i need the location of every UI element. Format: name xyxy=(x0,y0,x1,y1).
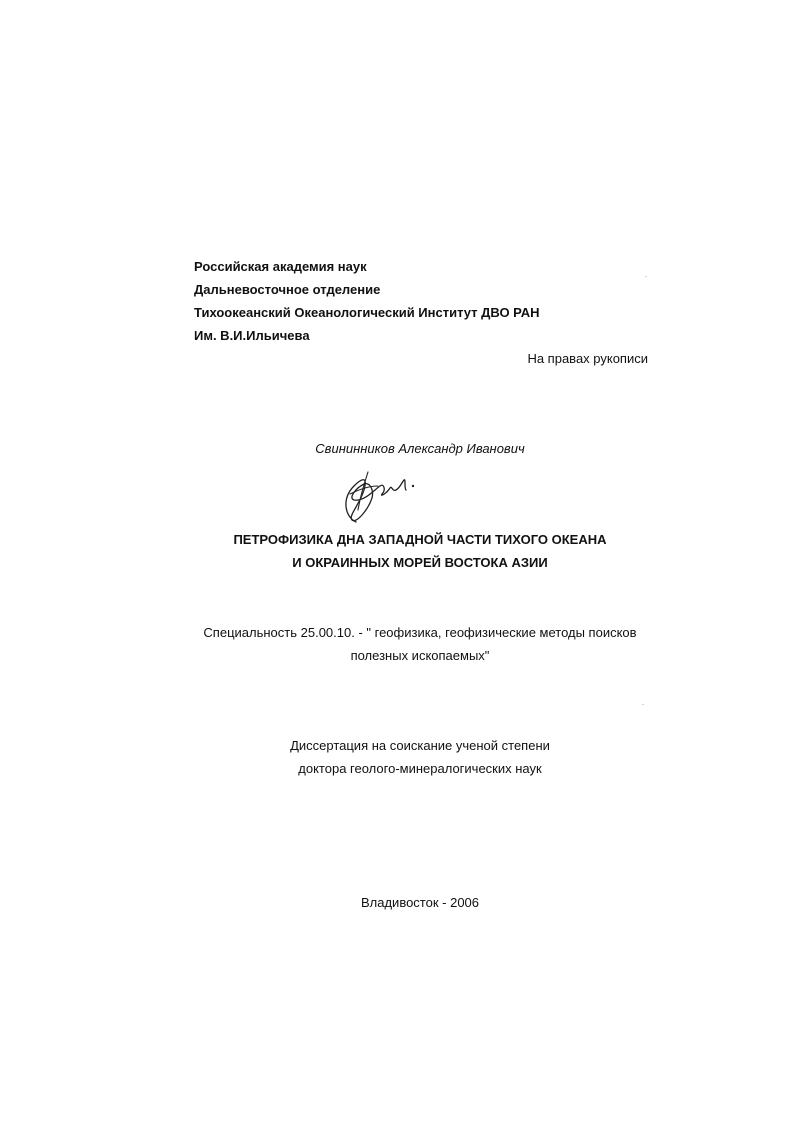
org-institute: Тихоокеанский Океанологический Институт ДВО РАН xyxy=(194,305,540,320)
scan-speck xyxy=(645,276,647,277)
dissertation-title-line-1: ПЕТРОФИЗИКА ДНА ЗАПАДНОЙ ЧАСТИ ТИХОГО ОКЕАНА xyxy=(233,532,607,547)
signature-icon xyxy=(334,464,424,526)
author-name: Свининников Александр Иванович xyxy=(315,441,525,456)
degree-line-2: доктора геолого-минералогических наук xyxy=(298,761,542,776)
org-named-after: Им. В.И.Ильичева xyxy=(194,328,310,343)
manuscript-rights-note: На правах рукописи xyxy=(527,351,648,366)
org-branch: Дальневосточное отделение xyxy=(194,282,381,297)
org-academy: Российская академия наук xyxy=(194,259,367,274)
scan-speck xyxy=(642,704,644,705)
specialty-line-2: полезных ископаемых" xyxy=(350,648,490,663)
specialty-line-1: Специальность 25.00.10. - " геофизика, геофизические методы поисков xyxy=(203,625,637,640)
dissertation-title-line-2: И ОКРАИННЫХ МОРЕЙ ВОСТОКА АЗИИ xyxy=(292,555,548,570)
degree-line-1: Диссертация на соискание ученой степени xyxy=(290,738,550,753)
place-and-year: Владивосток - 2006 xyxy=(360,895,480,910)
